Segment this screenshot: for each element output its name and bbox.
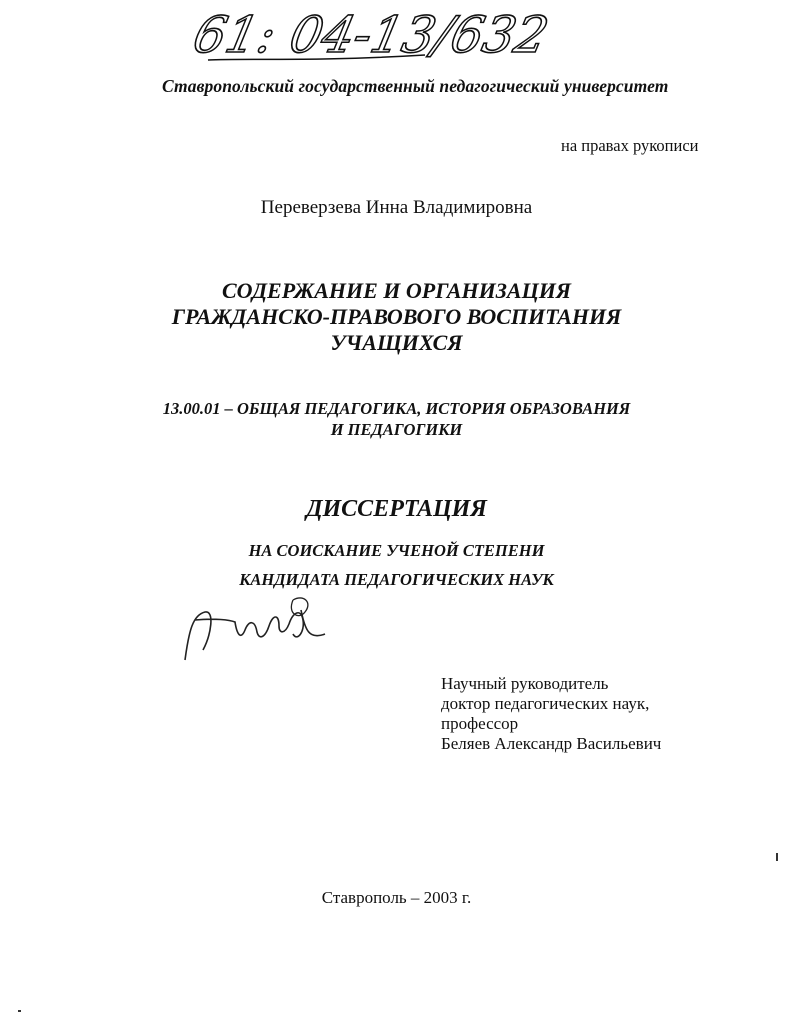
title-line-1: СОДЕРЖАНИЕ И ОРГАНИЗАЦИЯ bbox=[221, 278, 571, 303]
supervisor-role: Научный руководитель bbox=[441, 674, 609, 693]
supervisor-title: профессор bbox=[441, 714, 519, 733]
city-year: Ставрополь – 2003 г. bbox=[321, 888, 472, 907]
author-name: Переверзева Инна Владимировна bbox=[260, 197, 533, 218]
dissertation-title bbox=[0, 278, 793, 356]
scan-speck bbox=[18, 1010, 21, 1012]
supervisor-degree: доктор педагогических наук, bbox=[441, 694, 650, 713]
specialty-line-1: 13.00.01 – ОБЩАЯ ПЕДАГОГИКА, ИСТОРИЯ ОБРАЗОВАНИЯ bbox=[162, 399, 631, 418]
document-type: ДИССЕРТАЦИЯ bbox=[306, 496, 487, 522]
archive-mark-text: 61: 04-13/632 bbox=[188, 5, 554, 64]
supervisor-block bbox=[441, 674, 661, 754]
degree bbox=[0, 536, 793, 594]
supervisor-name: Беляев Александр Васильевич bbox=[441, 734, 662, 753]
degree-line-2: КАНДИДАТА ПЕДАГОГИЧЕСКИХ НАУК bbox=[239, 570, 554, 589]
scan-speck bbox=[776, 853, 778, 861]
specialty-line-2: И ПЕДАГОГИКИ bbox=[330, 420, 463, 439]
degree-line-1: НА СОИСКАНИЕ УЧЕНОЙ СТЕПЕНИ bbox=[248, 541, 545, 560]
university-name: Ставропольский государственный педагогический университет bbox=[162, 76, 669, 96]
title-line-2: ГРАЖДАНСКО-ПРАВОВОГО ВОСПИТАНИЯ bbox=[171, 304, 622, 329]
author-signature bbox=[175, 590, 335, 670]
archive-mark bbox=[188, 0, 554, 80]
manuscript-rights: на правах рукописи bbox=[561, 136, 699, 155]
title-line-3: УЧАЩИХСЯ bbox=[330, 330, 463, 355]
specialty bbox=[0, 398, 793, 440]
